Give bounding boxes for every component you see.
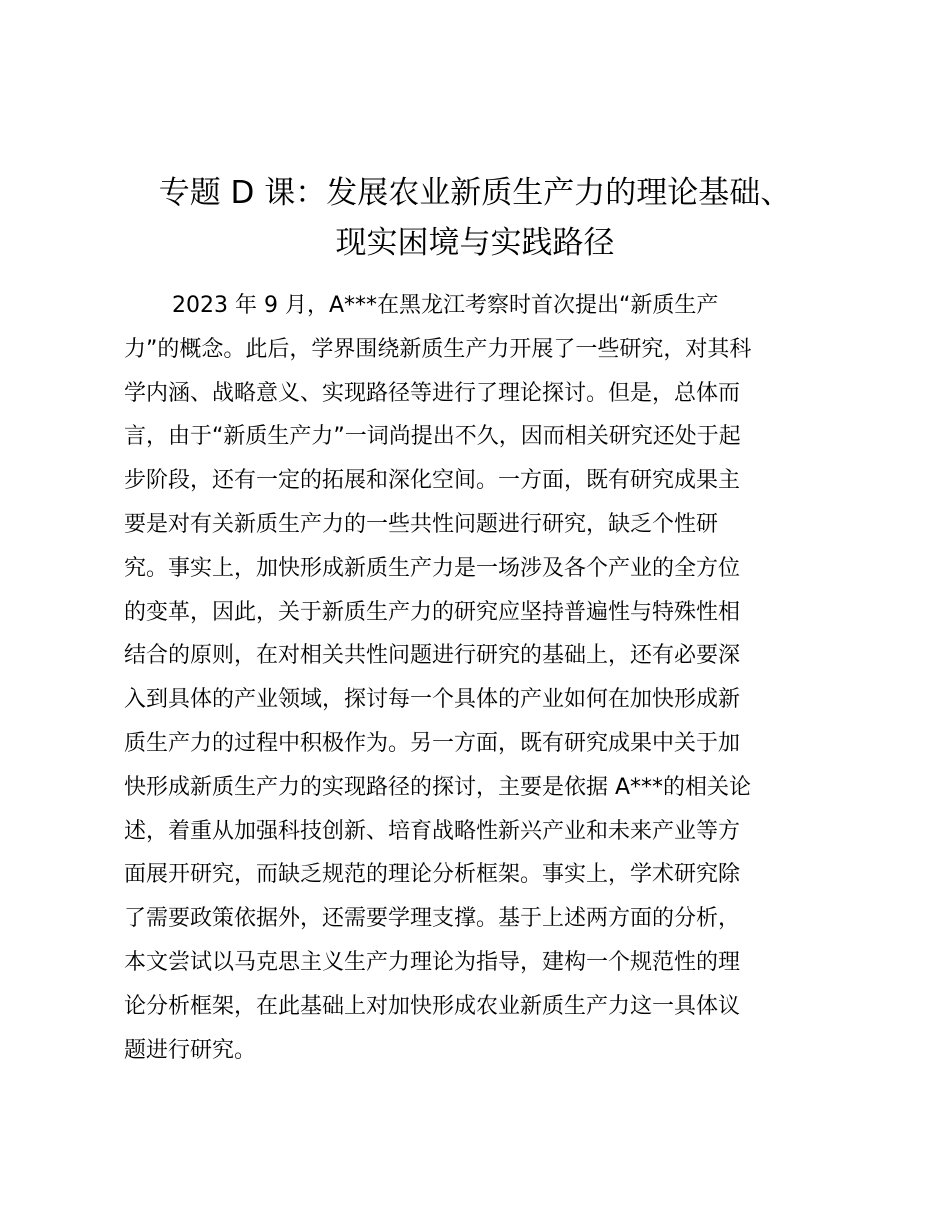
paragraph-line: 快形成新质生产力的实现路径的探讨，主要是依据 A***的相关论 — [124, 774, 752, 800]
title-line-1: 专题 D 课：发展农业新质生产力的理论基础、 — [158, 175, 792, 211]
paragraph-line: 步阶段，还有一定的拓展和深化空间。一方面，既有研究成果主 — [124, 468, 741, 494]
document-title — [100, 168, 850, 268]
paragraph-line: 2023 年 9 月，A***在黑龙江考察时首次提出“新质生产 — [172, 293, 719, 318]
paragraph-line: 究。事实上，加快形成新质生产力是一场涉及各个产业的全方位 — [124, 555, 741, 581]
paragraph-line: 质生产力的过程中积极作为。另一方面，既有研究成果中关于加 — [124, 730, 741, 756]
paragraph-line: 论分析框架，在此基础上对加快形成农业新质生产力这一具体议 — [124, 993, 741, 1019]
title-line-2: 现实困境与实践路径 — [335, 225, 615, 261]
paragraph-line: 面展开研究，而缺乏规范的理论分析框架。事实上，学术研究除 — [124, 862, 741, 888]
paragraph-line: 题进行研究。 — [124, 1037, 257, 1063]
paragraph-line: 学内涵、战略意义、实现路径等进行了理论探讨。但是，总体而 — [124, 380, 741, 406]
paragraph-line: 力”的概念。此后，学界围绕新质生产力开展了一些研究，对其科 — [124, 336, 752, 362]
paragraph-line: 结合的原则，在对相关共性问题进行研究的基础上，还有必要深 — [124, 643, 741, 669]
paragraph-line: 要是对有关新质生产力的一些共性问题进行研究，缺乏个性研 — [124, 511, 719, 537]
paragraph-line: 了需要政策依据外，还需要学理支撑。基于上述两方面的分析， — [124, 906, 741, 932]
paragraph-line: 本文尝试以马克思主义生产力理论为指导，建构一个规范性的理 — [124, 949, 741, 975]
paragraph-line: 言，由于“新质生产力”一词尚提出不久，因而相关研究还处于起 — [124, 424, 741, 450]
paragraph-line: 述，着重从加强科技创新、培育战略性新兴产业和未来产业等方 — [124, 818, 741, 844]
paragraph-line: 的变革，因此，关于新质生产力的研究应坚持普遍性与特殊性相 — [124, 599, 741, 625]
body-paragraph — [124, 284, 836, 1072]
paragraph-line: 入到具体的产业领域，探讨每一个具体的产业如何在加快形成新 — [124, 687, 741, 713]
